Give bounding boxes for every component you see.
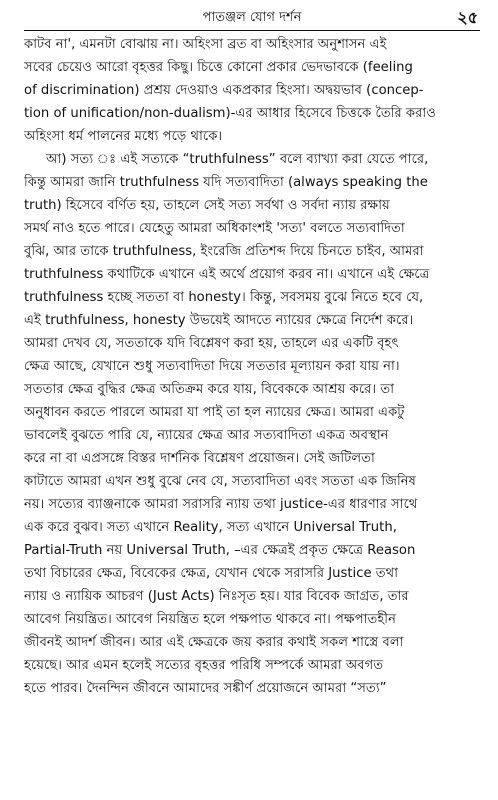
text-line: করে না বা এপ্রসঙ্গে বিস্তর দার্শনিক বিশ্লেষণ প্রয়োজন। সেই জটিলতা — [24, 451, 375, 466]
text-line: কিন্তু আমরা জানি truthfulness যদি সত্যবাদিতা (always speaking the — [24, 175, 428, 190]
text-line: তথা বিচারের ক্ষেত্র, বিবেকের ক্ষেত্র, যেখান থেকে সরাসরি Justice তথা — [24, 566, 399, 581]
text-line: অনুধাবন করতে পারলে আমরা যা পাই তা হল ন্যায়ের ক্ষেত্র। আমরা একটু — [24, 405, 405, 420]
text-line: ভাবলেই বুঝতে পারি যে, ন্যায়ের ক্ষেত্র আর সত্যবাদিতা একত্র অবস্থান — [24, 428, 389, 443]
text-line: truth) হিসেবে বর্ণিত হয়, তাহলে সেই সত্য সর্বথা ও সর্বদা ন্যায় রক্ষায় — [24, 198, 390, 213]
text-line: নয়। সত্যের ব্যাঞ্জনাকে আমরা সরাসরি ন্যায় তথা justice-এর ধারণার সাথে — [24, 497, 418, 512]
page-number: ২৫ — [457, 8, 478, 27]
text-line: ন্যায় ও ন্যায়িক আচরণ (Just Acts) নিঃসৃত হয়। যার বিবেক জাগ্রত, তার — [24, 589, 409, 604]
text-line: সততার ক্ষেত্র বুদ্ধির ক্ষেত্র অতিক্রম করে যায়, বিবেককে আশ্রয় করে। তা — [24, 382, 395, 397]
text-line: কাটাতে আমরা এখন শুধু বুঝে নেব যে, সত্যবাদিতা এবং সততা এক জিনিষ — [24, 474, 416, 489]
text-line: truthfulness হচ্ছে সততা বা honesty। কিন্তু, সবসময় বুঝে নিতে হবে যে, — [24, 290, 424, 305]
body-text — [24, 33, 480, 700]
text-line: বুঝি, আর তাকে truthfulness, ইংরেজি প্রতিশব্দ দিয়ে চিনতে চাইব, আমরা — [24, 244, 424, 259]
page-header — [24, 0, 480, 31]
text-line: সবের চেয়েও আরো বৃহত্তর কিছু। চিত্তে কোনো প্রকার ভেদভাবকে (feeling — [24, 60, 413, 75]
text-line: এই truthfulness, honesty উভয়েই আদতে ন্যায়ের ক্ষেত্রে নির্দেশ করে। — [24, 313, 414, 328]
text-line: জীবনই আদর্শ জীবন। আর এই ক্ষেত্রকে জয় করার কথাই সকল শাস্ত্রে বলা — [24, 635, 404, 650]
text-line: tion of unification/non-dualism)-এর আধার হিসেবে চিত্তকে তৈরি করাও — [24, 106, 436, 121]
text-line: আমরা দেখব যে, সততাকে যদি বিশ্লেষণ করা হয়, তাহলে এর একটি বৃহৎ — [24, 336, 399, 351]
running-title: পাতঞ্জল যোগ দর্শন — [202, 10, 302, 25]
text-line: অহিংসা ধর্ম পালনের মধ্যে পড়ে থাকে। — [24, 129, 223, 144]
text-line: of discrimination) প্রশ্রয় দেওয়াও একপ্রকার হিংসা। অদ্বয়ভাব (concep- — [24, 83, 424, 98]
text-line: আ) সত্য ঃ এই সত্যকে “truthfulness” বলে ব্যাখ্যা করা যেতে পারে, — [46, 152, 429, 167]
text-line: সমর্থ নাও হতে পারে। যেহেতু আমরা অধিকাংশই 'সত্য' বলতে সত্যবাদিতা — [24, 221, 405, 236]
text-line: Partial-Truth নয় Universal Truth, –এর ক্ষেত্রই প্রকৃত ক্ষেত্রে Reason — [24, 543, 416, 558]
text-line: ক্ষেত্র আছে, যেখানে শুধু সত্যবাদিতা দিয়ে সততার মূল্যায়ন করা যায় না। — [24, 359, 400, 374]
text-line: truthfulness কথাটিকে এখানে এই অর্থে প্রয়োগ করব না। এখানে এই ক্ষেত্রে — [24, 267, 430, 282]
text-line: আবেগ নিয়ন্ত্রিত। আবেগ নিয়ন্ত্রিত হলে পক্ষপাত থাকবে না। পক্ষপাতহীন — [24, 612, 396, 627]
text-line: এক করে বুঝব। সত্য এখানে Reality, সত্য এখানে Universal Truth, — [24, 520, 397, 535]
text-line: হতে পারব। দৈনন্দিন জীবনে আমাদের সঙ্কীর্ণ প্রয়োজনে আমরা “সত্য” — [24, 681, 387, 696]
text-line: হয়েছে। আর এমন হলেই সত্যের বৃহত্তর পরিধি সম্পর্কে আমরা অবগত — [24, 658, 384, 673]
text-line: কাটব না', এমনটা বোঝায় না। অহিংসা ব্রত বা অহিংসার অনুশাসন এই — [24, 37, 387, 52]
